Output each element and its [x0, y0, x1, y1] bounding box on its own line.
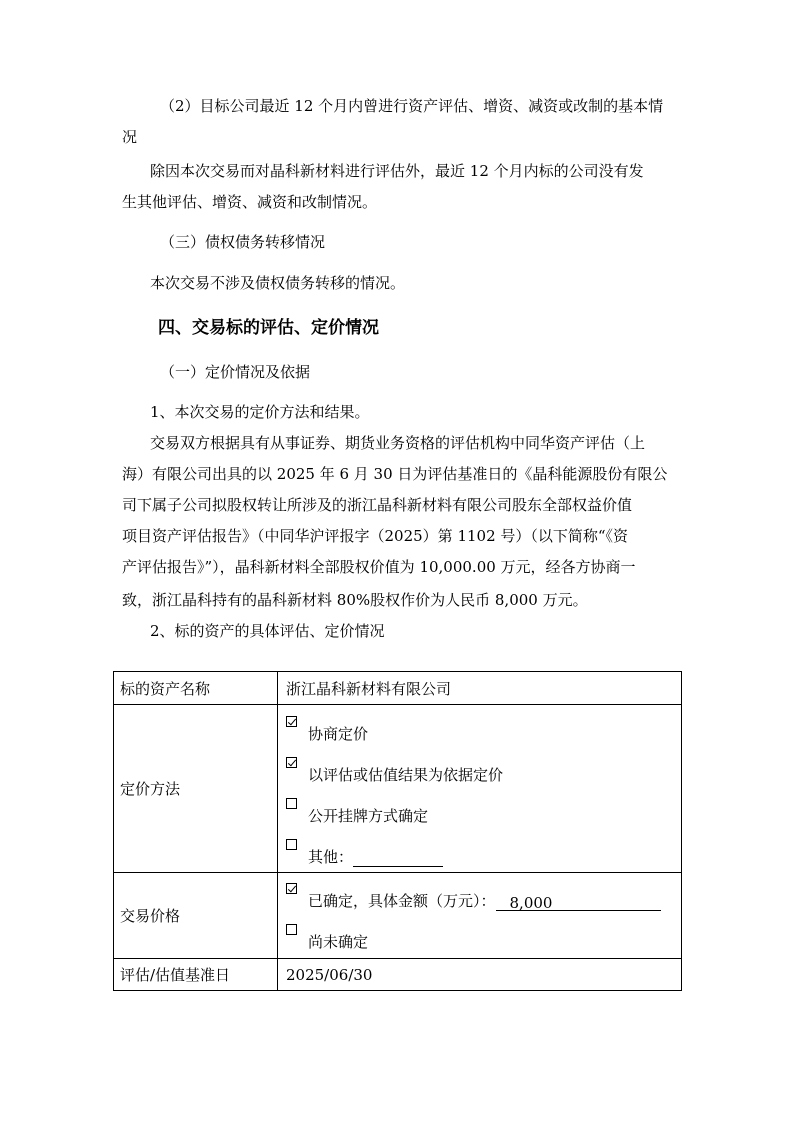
asset-info-table [113, 671, 682, 991]
checkbox-checked-icon[interactable] [286, 757, 297, 768]
table-row [114, 705, 682, 873]
table-value-asset-name: 浙江晶科新材料有限公司 [278, 672, 682, 705]
table-row [114, 672, 682, 705]
section-heading: 四、交易标的评估、定价情况 [158, 318, 379, 338]
paragraph-line: 项目资产评估报告》（中同华沪评报字（2025）第 1102 号）（以下简称“《资 [122, 527, 629, 545]
paragraph-line: 致，浙江晶科持有的晶科新材料 80%股权作价为人民币 8,000 万元。 [122, 591, 588, 609]
paragraph-line: 本次交易不涉及债权债务转移的情况。 [150, 274, 406, 292]
option-label: 公开挂牌方式确定 [308, 807, 429, 825]
table-label-asset-name: 标的资产名称 [114, 672, 278, 705]
pricing-method-options [278, 705, 682, 873]
paragraph-line: 况 [122, 128, 138, 146]
option-negotiated-pricing [286, 708, 681, 749]
table-label-transaction-price: 交易价格 [114, 873, 278, 959]
option-label: 已确定，具体金额（万元）： [308, 892, 496, 910]
option-price-determined [286, 875, 681, 916]
option-valuation-based [286, 749, 681, 790]
table-value-valuation-date: 2025/06/30 [278, 959, 682, 991]
paragraph-line: 除因本次交易而对晶科新材料进行评估外，最近 12 个月内标的公司没有发 [150, 162, 644, 180]
paragraph-line: 交易双方根据具有从事证券、期货业务资格的评估机构中同华资产评估（上 [150, 434, 646, 452]
price-determined-text [308, 890, 661, 911]
paragraph-line: 生其他评估、增资、减资和改制情况。 [122, 193, 378, 211]
option-label: 协商定价 [308, 725, 369, 743]
section-subheading: （三）债权债务转移情况 [160, 233, 326, 251]
paragraph-line: 产评估报告》”），晶科新材料全部股权价值为 10,000.00 万元，经各方协商一 [122, 558, 636, 576]
table-label-valuation-date: 评估/估值基准日 [114, 959, 278, 991]
table-row [114, 873, 682, 959]
checkbox-empty-icon[interactable] [286, 798, 297, 809]
checkbox-checked-icon[interactable] [286, 883, 297, 894]
transaction-price-options [278, 873, 682, 959]
price-amount: 8,000 [496, 894, 661, 911]
blank-underline [353, 849, 443, 867]
checkbox-checked-icon[interactable] [286, 716, 297, 727]
option-public-listing [286, 790, 681, 831]
option-label: 以评估或估值结果为依据定价 [308, 766, 504, 784]
table-row [114, 959, 682, 991]
checkbox-empty-icon[interactable] [286, 839, 297, 850]
paragraph-line: （2）目标公司最近 12 个月内曾进行资产评估、增资、减资或改制的基本情 [160, 97, 664, 115]
paragraph-line: 海）有限公司出具的以 2025 年 6 月 30 日为评估基准日的《晶科能源股份有限公 [122, 465, 668, 483]
option-label: 其他： [308, 848, 354, 866]
checkbox-empty-icon[interactable] [286, 924, 297, 935]
paragraph-line: 司下属子公司拟股权转让所涉及的浙江晶科新材料有限公司股东全部权益价值 [122, 496, 633, 514]
option-label: 尚未确定 [308, 933, 369, 951]
option-other [286, 831, 681, 872]
table-label-pricing-method: 定价方法 [114, 705, 278, 873]
paragraph-line: 2、标的资产的具体评估、定价情况 [150, 622, 385, 640]
paragraph-line: 1、本次交易的定价方法和结果。 [150, 403, 370, 421]
option-price-undetermined [286, 916, 681, 957]
option-other-text [308, 846, 443, 867]
section-subheading: （一）定价情况及依据 [160, 363, 311, 381]
